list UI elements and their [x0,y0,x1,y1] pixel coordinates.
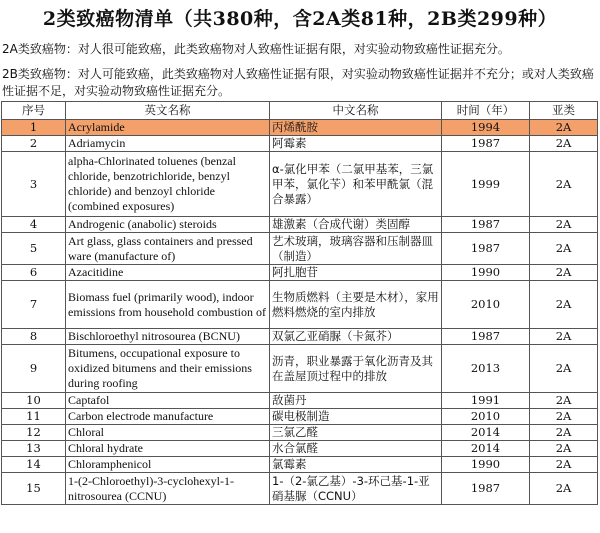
table-row [2,457,598,473]
header-en-name: 英文名称 [66,102,270,120]
row-cn-name: 敌菌丹 [270,393,442,409]
table-row [2,345,598,393]
row-class: 2A [530,136,598,152]
row-cn-name: 生物质燃料（主要是木材），家用燃料燃烧的室内排放 [270,281,442,329]
table-row [2,233,598,265]
row-year: 1987 [442,473,530,505]
row-en-name: Captafol [66,393,270,409]
row-no: 1 [2,120,66,136]
row-en-name: Chloral hydrate [66,441,270,457]
row-no: 13 [2,441,66,457]
row-no: 14 [2,457,66,473]
row-year: 1987 [442,233,530,265]
row-year: 1987 [442,136,530,152]
row-no: 6 [2,265,66,281]
row-no: 7 [2,281,66,329]
table-row [2,120,598,136]
row-cn-name: 雄激素（合成代谢）类固醇 [270,217,442,233]
row-class: 2A [530,473,598,505]
row-no: 3 [2,152,66,217]
row-class: 2A [530,457,598,473]
header-no: 序号 [2,102,66,120]
row-no: 10 [2,393,66,409]
row-en-name: Acrylamide [66,120,270,136]
row-en-name: Bitumens, occupational exposure to oxidized bitumens and their emissions during roofing [66,345,270,393]
row-en-name: Chloral [66,425,270,441]
table-row [2,473,598,505]
table-row [2,425,598,441]
row-no: 15 [2,473,66,505]
row-cn-name: 碳电极制造 [270,409,442,425]
row-cn-name: α-氯化甲苯（二氯甲基苯，三氯甲苯，氯化苄）和苯甲酰氯（混合暴露） [270,152,442,217]
row-en-name: Art glass, glass containers and pressed ware (manufacture of) [66,233,270,265]
row-class: 2A [530,281,598,329]
row-class: 2A [530,152,598,217]
row-en-name: alpha-Chlorinated toluenes (benzal chloride, benzotrichloride, benzyl chloride) and benzoyl chloride (combined exposures) [66,152,270,217]
row-year: 1991 [442,393,530,409]
row-en-name: Chloramphenicol [66,457,270,473]
row-cn-name: 阿霉素 [270,136,442,152]
row-cn-name: 1-（2-氯乙基）-3-环己基-1-亚硝基脲（CCNU） [270,473,442,505]
row-class: 2A [530,233,598,265]
row-cn-name: 水合氯醛 [270,441,442,457]
row-cn-name: 艺术玻璃，玻璃容器和压制器皿（制造） [270,233,442,265]
table-row [2,265,598,281]
table-row [2,281,598,329]
carcinogen-table [1,101,598,505]
row-cn-name: 阿扎胞苷 [270,265,442,281]
table-row [2,441,598,457]
row-class: 2A [530,217,598,233]
header-class: 亚类 [530,102,598,120]
row-cn-name: 双氯乙亚硝脲（卡氮芥） [270,329,442,345]
row-year: 2010 [442,281,530,329]
note-2b: 2B类致癌物：对人可能致癌，此类致癌物对人致癌性证据有限，对实验动物致癌性证据并不充分；或对人类致癌性证据不足，对实验动物致癌性证据充分。 [2,67,594,98]
header-year: 时间（年） [442,102,530,120]
row-year: 2010 [442,409,530,425]
table-header-row [2,102,598,120]
row-no: 4 [2,217,66,233]
row-class: 2A [530,329,598,345]
row-no: 9 [2,345,66,393]
row-en-name: Biomass fuel (primarily wood), indoor emissions from household combustion of [66,281,270,329]
row-class: 2A [530,265,598,281]
row-en-name: Bischloroethyl nitrosourea (BCNU) [66,329,270,345]
row-en-name: Carbon electrode manufacture [66,409,270,425]
row-no: 12 [2,425,66,441]
row-class: 2A [530,345,598,393]
table-row [2,136,598,152]
row-cn-name: 氯霉素 [270,457,442,473]
row-class: 2A [530,120,598,136]
row-year: 1987 [442,217,530,233]
row-en-name: Azacitidine [66,265,270,281]
note-2a: 2A类致癌物：对人很可能致癌，此类致癌物对人致癌性证据有限，对实验动物致癌性证据充分。 [2,42,510,56]
row-year: 1994 [442,120,530,136]
row-no: 11 [2,409,66,425]
row-cn-name: 三氯乙醛 [270,425,442,441]
row-cn-name: 丙烯酰胺 [270,120,442,136]
page-title: 2类致癌物清单（共380种，含2A类81种，2B类299种） [42,8,558,30]
row-year: 1990 [442,265,530,281]
row-year: 1987 [442,329,530,345]
row-year: 2013 [442,345,530,393]
row-year: 2014 [442,441,530,457]
table-row [2,217,598,233]
row-class: 2A [530,409,598,425]
table-row [2,393,598,409]
row-no: 2 [2,136,66,152]
row-class: 2A [530,393,598,409]
header-cn-name: 中文名称 [270,102,442,120]
table-row [2,152,598,217]
table-row [2,409,598,425]
row-class: 2A [530,441,598,457]
row-class: 2A [530,425,598,441]
row-year: 1990 [442,457,530,473]
row-en-name: 1-(2-Chloroethyl)-3-cyclohexyl-1-nitrosourea (CCNU) [66,473,270,505]
row-en-name: Adriamycin [66,136,270,152]
row-no: 8 [2,329,66,345]
table-row [2,329,598,345]
row-no: 5 [2,233,66,265]
row-en-name: Androgenic (anabolic) steroids [66,217,270,233]
row-year: 1999 [442,152,530,217]
row-year: 2014 [442,425,530,441]
row-cn-name: 沥青，职业暴露于氧化沥青及其在盖屋顶过程中的排放 [270,345,442,393]
